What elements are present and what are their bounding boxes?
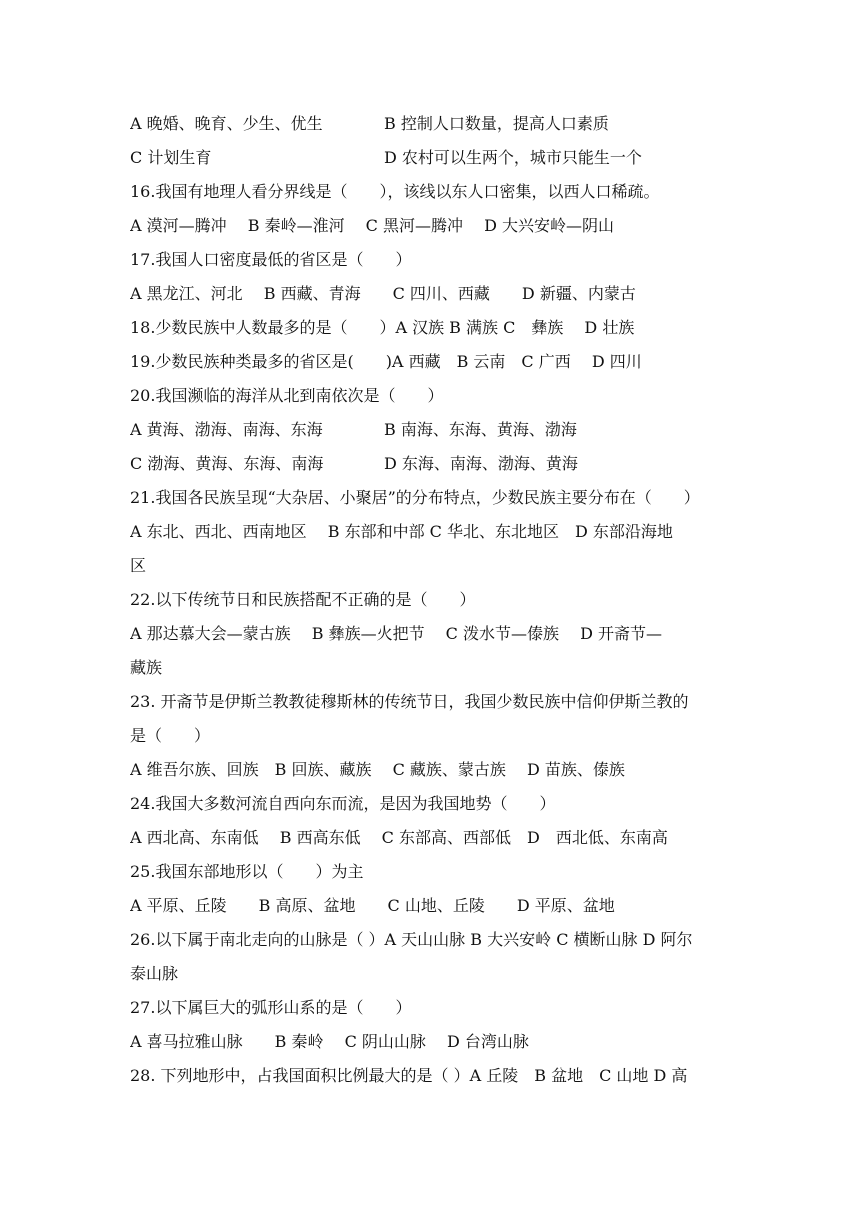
option-row — [130, 413, 736, 447]
text-line: A 喜马拉雅山脉 B 秦岭 C 阴山山脉 D 台湾山脉 — [130, 1032, 529, 1051]
text-line: A 维吾尔族、回族 B 回族、藏族 C 藏族、蒙古族 D 苗族、傣族 — [130, 760, 625, 779]
text-line: 22.以下传统节日和民族搭配不正确的是（ ） — [130, 590, 476, 609]
text-line: 27.以下属巨大的弧形山系的是（ ） — [130, 998, 412, 1017]
text-line: 藏族 — [130, 658, 163, 677]
text-line: 26.以下属于南北走向的山脉是（ ）A 天山山脉 B 大兴安岭 C 横断山脉 D 阿尔 — [130, 930, 693, 949]
text-line: A 西北高、东南低 B 西高东低 C 东部高、西部低 D 西北低、东南高 — [130, 828, 668, 847]
text-line: A 平原、丘陵 B 高原、盆地 C 山地、丘陵 D 平原、盆地 — [130, 896, 615, 915]
text-line: 17.我国人口密度最低的省区是（ ） — [130, 250, 412, 269]
text-line: A 漠河—腾冲 B 秦岭—淮河 C 黑河—腾冲 D 大兴安岭—阴山 — [130, 216, 614, 235]
option-text: B 南海、东海、黄海、渤海 — [384, 420, 577, 439]
option-text: A 黄海、渤海、南海、东海 — [130, 420, 323, 439]
text-line: 18.少数民族中人数最多的是（ ）A 汉族 B 满族 C 彝族 D 壮族 — [130, 318, 635, 337]
text-line: 21.我国各民族呈现“大杂居、小聚居”的分布特点，少数民族主要分布在（ ） — [130, 488, 700, 507]
text-line: A 那达慕大会—蒙古族 B 彝族—火把节 C 泼水节—傣族 D 开斋节— — [130, 624, 662, 643]
option-row — [130, 447, 736, 481]
option-text: B 控制人口数量，提高人口素质 — [384, 114, 609, 133]
option-text: D 农村可以生两个，城市只能生一个 — [384, 148, 642, 167]
text-line: 24.我国大多数河流自西向东而流，是因为我国地势（ ） — [130, 794, 556, 813]
text-line: 19.少数民族种类最多的省区是( )A 西藏 B 云南 C 广西 D 四川 — [130, 352, 642, 371]
option-row — [130, 107, 736, 141]
text-line: A 东北、西北、西南地区 B 东部和中部 C 华北、东北地区 D 东部沿海地 — [130, 522, 673, 541]
text-line: 是（ ） — [130, 726, 211, 745]
document-page — [130, 107, 736, 1093]
option-text: D 东海、南海、渤海、黄海 — [384, 454, 578, 473]
option-text: C 渤海、黄海、东海、南海 — [130, 454, 324, 473]
text-line: A 黑龙江、河北 B 西藏、青海 C 四川、西藏 D 新疆、内蒙古 — [130, 284, 636, 303]
text-line: 28. 下列地形中，占我国面积比例最大的是（ ）A 丘陵 B 盆地 C 山地 D 高 — [130, 1066, 688, 1085]
text-line: 20.我国濒临的海洋从北到南依次是（ ） — [130, 386, 444, 405]
text-line: 23. 开斋节是伊斯兰教教徒穆斯林的传统节日，我国少数民族中信仰伊斯兰教的 — [130, 692, 689, 711]
option-text: C 计划生育 — [130, 148, 212, 167]
text-line: 区 — [130, 556, 147, 575]
text-line: 泰山脉 — [130, 964, 179, 983]
text-line: 16.我国有地理人看分界线是（ ），该线以东人口密集，以西人口稀疏。 — [130, 182, 660, 201]
option-row — [130, 141, 736, 175]
option-text: A 晚婚、晚育、少生、优生 — [130, 114, 323, 133]
text-line: 25.我国东部地形以（ ）为主 — [130, 862, 364, 881]
